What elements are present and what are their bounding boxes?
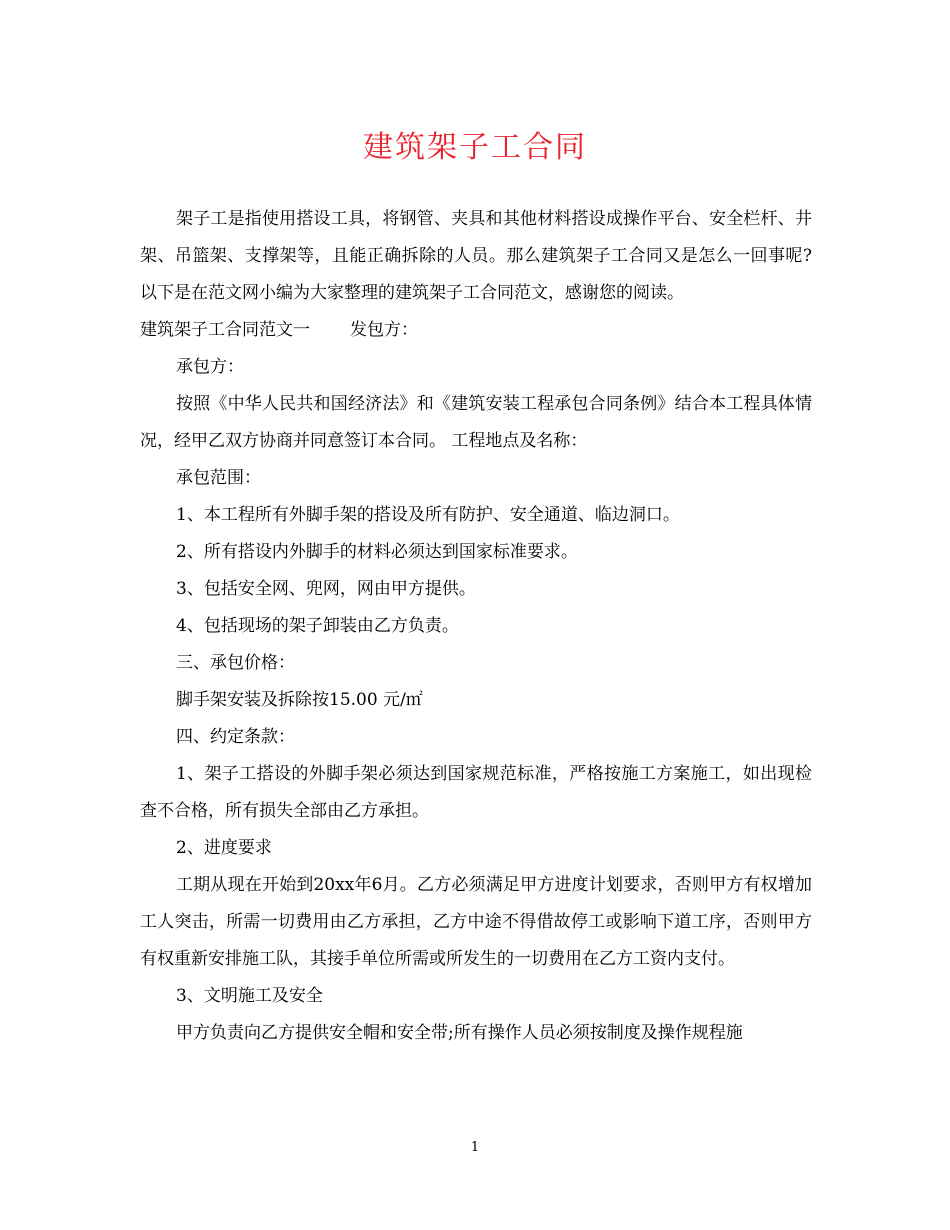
page-number: 1 — [470, 1140, 480, 1155]
document-title: 建筑架子工合同 — [363, 130, 587, 165]
terms-heading: 四、约定条款： — [176, 727, 295, 747]
legal-basis-paragraph: 按照《中华人民共和国经济法》和《建筑安装工程承包合同条例》结合本工程具体情况，经甲乙双方协商并同意签订本合同。 工程地点及名称： — [140, 394, 812, 451]
contract-heading-line — [140, 312, 812, 349]
schedule-paragraph: 工期从现在开始到20xx年6月。乙方必须满足甲方进度计划要求，否则甲方有权增加工人突击，所需一切费用由乙方承担，乙方中途不得借故停工或影响下道工序，否则甲方有权重新安排施工队，其接手单位所需或所发生的一切费用在乙方工资内支付。 — [140, 875, 812, 969]
employer-label: 发包方： — [350, 320, 418, 340]
price-heading: 三、承包价格： — [176, 653, 295, 673]
scope-item-1: 1、本工程所有外脚手架的搭设及所有防护、安全通道、临边洞口。 — [176, 505, 680, 525]
contractor-label: 承包方： — [176, 357, 244, 377]
safety-paragraph: 甲方负责向乙方提供安全帽和安全带;所有操作人员必须按制度及操作规程施 — [176, 1023, 743, 1043]
scope-item-3: 3、包括安全网、兜网，网由甲方提供。 — [176, 579, 476, 599]
document-body — [140, 201, 812, 1052]
terms-item-2-heading: 2、进度要求 — [176, 838, 272, 858]
terms-item-1: 1、架子工搭设的外脚手架必须达到国家规范标准，严格按施工方案施工，如出现检查不合格，所有损失全部由乙方承担。 — [140, 764, 812, 821]
scope-item-2: 2、所有搭设内外脚手的材料必须达到国家标准要求。 — [176, 542, 578, 562]
terms-item-3-heading: 3、文明施工及安全 — [176, 986, 323, 1006]
intro-paragraph: 架子工是指使用搭设工具，将钢管、夹具和其他材料搭设成操作平台、安全栏杆、井架、吊篮架、支撑架等，且能正确拆除的人员。那么建筑架子工合同又是怎么一回事呢?以下是在范文网小编为大家整理的建筑架子工合同范文，感谢您的阅读。 — [140, 209, 812, 303]
scope-item-4: 4、包括现场的架子卸装由乙方负责。 — [176, 616, 459, 636]
scope-heading: 承包范围： — [176, 468, 261, 488]
contract-sample-heading: 建筑架子工合同范文一 — [140, 320, 310, 340]
price-line: 脚手架安装及拆除按15.00 元/㎡ — [176, 690, 423, 710]
